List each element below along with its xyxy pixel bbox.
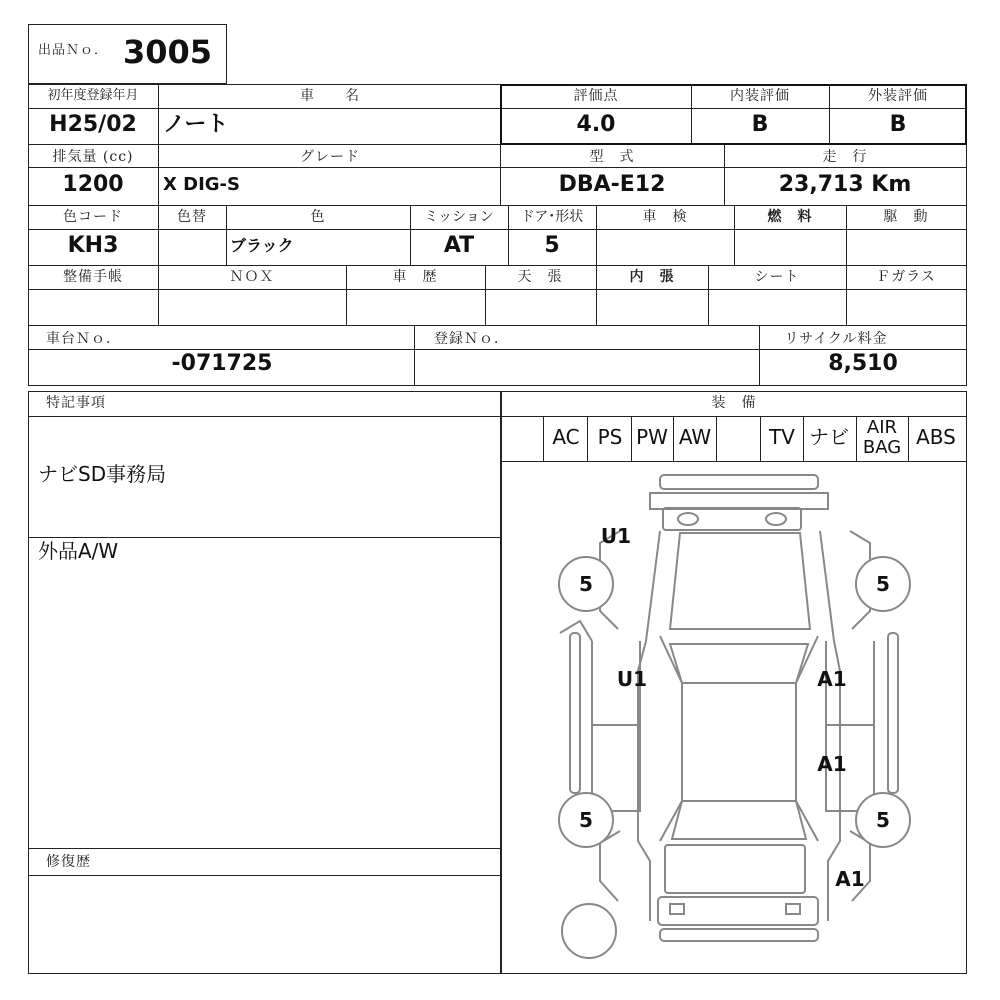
damage-a1-right-front: A1 [817,667,847,691]
equipment-label: 装 備 [711,395,757,411]
equip-airbag-top: AIR [866,417,898,438]
interior-trim-label: 内 張 [629,269,675,285]
maintenance-label: 整備手帳 [63,269,123,285]
color-code-value: KH3 [67,233,119,258]
equip-aw: AW [678,425,712,449]
tire-fr-mark: 5 [876,572,890,596]
equip-ac: AC [552,425,580,449]
mileage-label: 走 行 [822,149,868,165]
doors-value: 5 [544,233,560,258]
car-name-label: 車 名 [300,88,360,104]
repair-history-label: 修復歴 [46,854,91,870]
damage-u1-left: U1 [616,667,648,691]
lot-number: 3005 [123,33,213,71]
recycle-value: 8,510 [828,351,898,376]
repaint-label: 色替 [177,209,207,225]
color-code-label: 色コード [63,209,123,225]
notes-line-1: ナビSD事務局 [38,462,167,486]
interior-value: B [751,112,769,137]
tire-fl-mark: 5 [579,572,593,596]
model-label: 型 式 [589,149,635,165]
tire-rr-mark: 5 [876,808,890,832]
grade-label: グレード [300,149,360,165]
registration-label: 登録Ｎｏ． [434,331,509,347]
chassis-value: -071725 [171,351,273,376]
seat-label: シート [754,269,800,285]
headliner-label: 天 張 [517,269,563,285]
score-value: 4.0 [576,112,616,137]
tire-rl-mark: 5 [579,808,593,832]
car-diagram [500,461,967,974]
doors-label: ドア･形状 [520,209,584,225]
equip-pw: PW [636,425,668,449]
notes-line-2: 外品A/W [38,539,119,563]
color-value: ブラック [230,236,294,255]
notes-label: 特記事項 [46,395,106,411]
model-value: DBA-E12 [558,172,666,197]
color-label: 色 [310,209,326,225]
equip-abs: ABS [916,425,956,449]
equip-ps: PS [597,425,623,449]
exterior-value: B [889,112,907,137]
transmission-value: AT [443,233,475,258]
glass-label: Ｆガラス [876,269,936,285]
equip-navi: ナビ [809,425,849,449]
recycle-label: リサイクル料金 [784,331,888,347]
equip-tv: TV [769,425,795,449]
inspection-label: 車 検 [642,209,688,225]
lot-label: 出品Ｎｏ． [38,43,109,58]
nox-label: ＮＯＸ [229,269,275,285]
equip-airbag-bottom: BAG [862,437,902,458]
drive-label: 駆 動 [883,209,929,225]
displacement-label: 排気量 (cc) [52,149,134,165]
interior-label: 内装評価 [730,88,790,104]
damage-a1-rear: A1 [835,867,865,891]
fuel-label: 燃 料 [767,209,813,225]
damage-u1-front: U1 [600,524,632,548]
transmission-label: ミッション [424,209,494,225]
score-label: 評価点 [573,88,619,104]
history-label: 車 歴 [392,269,438,285]
damage-a1-right-mid: A1 [817,752,847,776]
exterior-label: 外装評価 [868,88,928,104]
first-reg-value: H25/02 [49,112,137,137]
first-reg-label: 初年度登録年月 [47,88,139,103]
displacement-value: 1200 [62,172,124,197]
car-name-value: ノート [163,112,229,137]
mileage-value: 23,713 Km [778,172,912,197]
chassis-label: 車台Ｎｏ． [46,331,121,347]
grade-value: X DIG-S [163,174,240,195]
